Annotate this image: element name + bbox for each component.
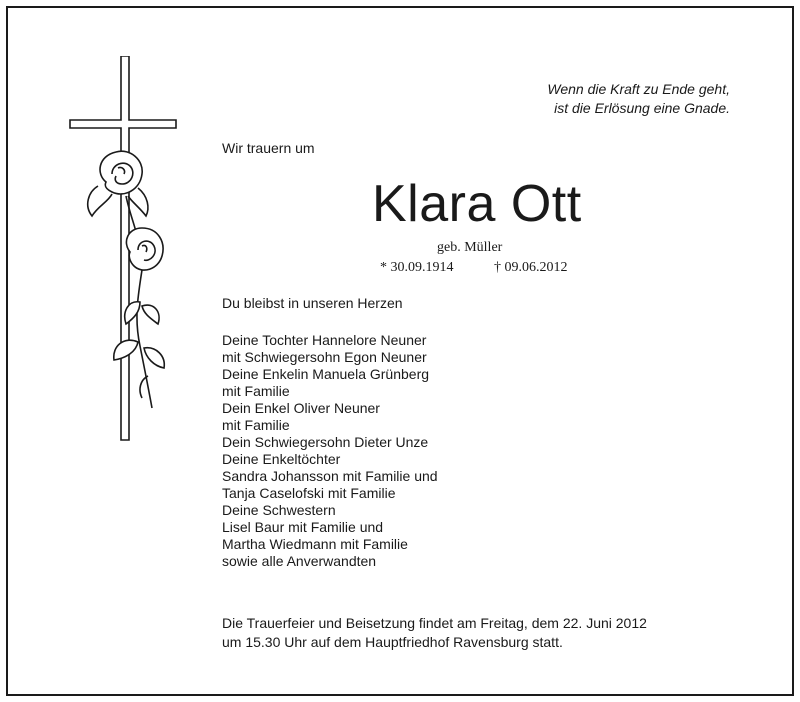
birth-date: * 30.09.1914 <box>380 260 454 275</box>
mourner-line: Deine Enkelin Manuela Grünberg <box>222 366 430 382</box>
funeral-line-2: um 15.30 Uhr auf dem Hauptfriedhof Ravensburg statt. <box>222 634 563 650</box>
mourner-line: Sandra Johansson mit Familie und <box>222 468 438 484</box>
mourner-line: mit Familie <box>222 417 290 433</box>
mourner-line: mit Schwiegersohn Egon Neuner <box>222 349 427 365</box>
motto <box>547 80 730 118</box>
maiden-name: geb. Müller <box>437 240 503 255</box>
mourner-line: Dein Schwiegersohn Dieter Unze <box>222 434 429 450</box>
mourner-line: mit Familie <box>222 383 290 399</box>
mourner-line: Martha Wiedmann mit Familie <box>222 536 408 552</box>
deceased-name: Klara Ott <box>372 175 582 233</box>
mourner-line: Deine Enkeltöchter <box>222 451 341 467</box>
motto-line-1: Wenn die Kraft zu Ende geht, <box>547 81 730 97</box>
motto-line-2: ist die Erlösung eine Gnade. <box>554 100 730 116</box>
mourner-line: Deine Tochter Hannelore Neuner <box>222 332 427 348</box>
mourner-line: Dein Enkel Oliver Neuner <box>222 400 380 416</box>
mourner-line: Lisel Baur mit Familie und <box>222 519 384 535</box>
funeral-info <box>222 614 647 652</box>
funeral-line-1: Die Trauerfeier und Beisetzung findet am Freitag, dem 22. Juni 2012 <box>222 615 647 631</box>
death-date: † 09.06.2012 <box>494 260 568 275</box>
mourner-line: sowie alle Anverwandten <box>222 553 377 569</box>
cross-with-roses-icon <box>68 56 178 451</box>
intro-text: Wir trauern um <box>222 140 315 156</box>
mourners-list <box>222 332 438 570</box>
mourner-line: Deine Schwestern <box>222 502 336 518</box>
memorial-quote: Du bleibst in unseren Herzen <box>222 295 403 311</box>
mourner-line: Tanja Caselofski mit Familie <box>222 485 396 501</box>
